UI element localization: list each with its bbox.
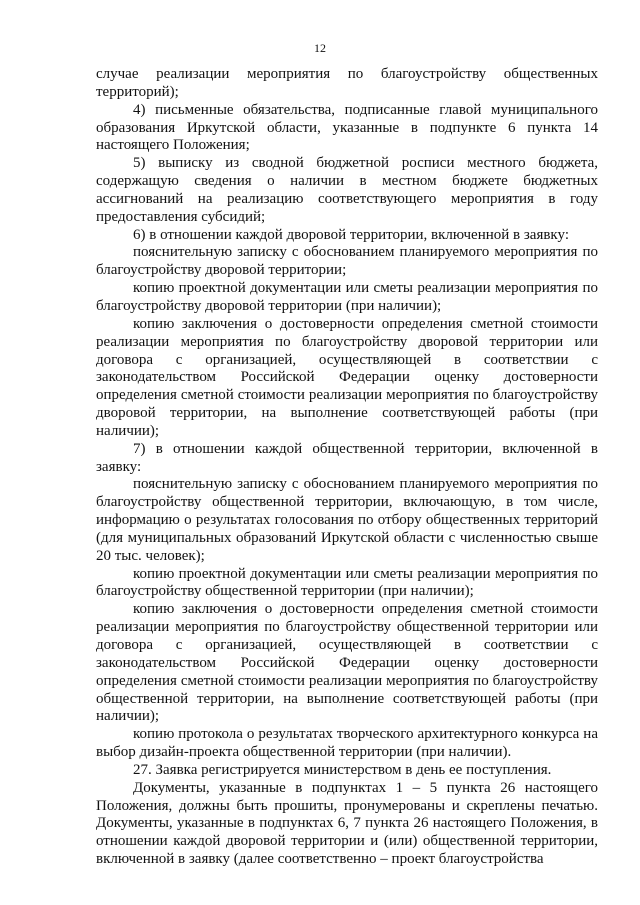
paragraph-item-7-conclusion-copy: копию заключения о достоверности определения сметной стоимости реализации мероприятия по благоустройству общественной территории или договора с организацией, осуществляющей в соответствии с законодательством Российской Федерации оценку достоверности определения сметной стоимости реализации мероприятия по благоустройству общественной территории, на выполнение соответствующей работы (при наличии); xyxy=(96,601,598,725)
paragraph-item-6-explanatory-note: пояснительную записку с обоснованием планируемого мероприятия по благоустройству дворовой территории; xyxy=(96,244,598,279)
paragraph-item-7: 7) в отношении каждой общественной территории, включенной в заявку: xyxy=(96,440,598,475)
paragraph-item-4: 4) письменные обязательства, подписанные главой муниципального образования Иркутской области, указанные в подпункте 6 пункта 14 настоящего Положения; xyxy=(96,101,598,154)
page-number: 12 xyxy=(314,41,326,55)
paragraph-item-7-project-docs: копию проектной документации или сметы реализации мероприятия по благоустройству общественной территории (при наличии); xyxy=(96,565,598,600)
paragraph-continuation: случае реализации мероприятия по благоустройству общественных территорий); xyxy=(96,66,598,100)
paragraph-27: 27. Заявка регистрируется министерством в день ее поступления. xyxy=(133,761,552,778)
paragraph-item-7-explanatory-note: пояснительную записку с обоснованием планируемого мероприятия по благоустройству общественной территории, включающую, в том числе, информацию о результатах голосования по отбору общественных территорий (для муниципальных образований Иркутской области с численностью свыше 20 тыс. человек); xyxy=(96,476,598,564)
paragraph-item-6-project-docs: копию проектной документации или сметы реализации мероприятия по благоустройству дворовой территории (при наличии); xyxy=(96,280,598,314)
paragraph-documents: Документы, указанные в подпунктах 1 – 5 пункта 26 настоящего Положения, должны быть прошиты, пронумерованы и скреплены печатью. Документы, указанные в подпунктах 6, 7 пункта 26 настоящего Положения, в отношении каждой дворовой территории и (или) общественной территории, включенной в заявку (далее соответственно – проект благоустройства xyxy=(96,779,598,868)
paragraph-item-5: 5) выписку из сводной бюджетной росписи местного бюджета, содержащую сведения о наличии в местном бюджете бюджетных ассигнований на реализацию соответствующего мероприятия в году предоставления субсидий; xyxy=(96,155,598,225)
paragraph-item-6: 6) в отношении каждой дворовой территории, включенной в заявку: xyxy=(133,226,569,243)
paragraph-item-6-conclusion-copy: копию заключения о достоверности определения сметной стоимости реализации мероприятия по благоустройству дворовой территории или договора с организацией, осуществляющей в соответствии с законодательством Российской Федерации оценку достоверности определения сметной стоимости реализации мероприятия по благоустройству дворовой территории, на выполнение соответствующей работы (при наличии); xyxy=(96,315,598,439)
document-body xyxy=(96,66,598,869)
paragraph-item-7-contest-protocol: копию протокола о результатах творческого архитектурного конкурса на выбор дизайн-проекта общественной территории (при наличии). xyxy=(96,726,598,761)
